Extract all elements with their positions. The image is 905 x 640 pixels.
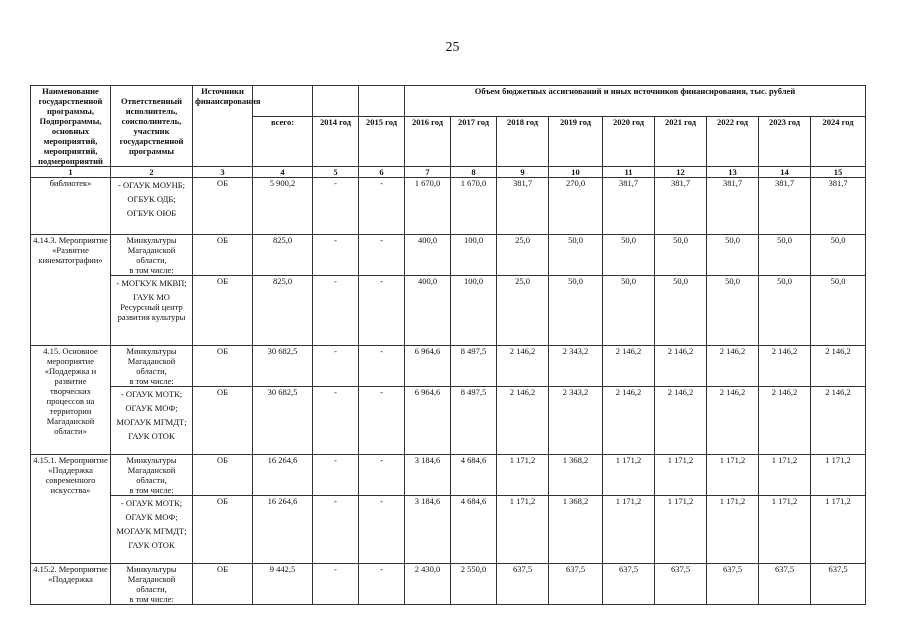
responsible-line: ГАУК ОТОК	[128, 431, 175, 441]
value-cell: 1 171,2	[759, 496, 811, 564]
value-cell: 1 171,2	[497, 496, 549, 564]
column-number: 13	[707, 167, 759, 178]
value-cell: 50,0	[603, 276, 655, 346]
value-cell: 100,0	[451, 235, 497, 276]
value-cell: 2 550,0	[451, 564, 497, 605]
responsible-line: - ОГАУК МОУНБ;	[118, 180, 185, 190]
value-cell: -	[359, 276, 405, 346]
activity-name: 4.15.1. Мероприятие «Поддержка современного искусства»	[31, 455, 111, 564]
value-cell: -	[313, 276, 359, 346]
responsible-line: ОГАУК МОФ;	[125, 403, 178, 413]
value-cell: 2 146,2	[759, 387, 811, 455]
value-cell: 381,7	[603, 178, 655, 235]
value-cell: 637,5	[811, 564, 866, 605]
value-cell: -	[359, 455, 405, 496]
responsible-line: в том числе:	[129, 485, 174, 495]
header-year: 2014 год	[313, 116, 359, 166]
table-row	[31, 346, 866, 387]
value-cell: 2 146,2	[707, 346, 759, 387]
value-cell: 2 146,2	[811, 346, 866, 387]
value-cell: 3 184,6	[405, 455, 451, 496]
column-number: 10	[549, 167, 603, 178]
value-cell: 2 430,0	[405, 564, 451, 605]
activity-name: 4.15. Основное мероприятие «Поддержка и развитие творческих процессов на территории Магаданской области»	[31, 346, 111, 455]
table-row	[31, 276, 866, 346]
responsible-line: МОГАУК МГМДТ;	[116, 417, 187, 427]
value-cell: 2 146,2	[811, 387, 866, 455]
value-cell: 6 964,6	[405, 346, 451, 387]
value-cell: 1 171,2	[811, 455, 866, 496]
value-cell: 2 146,2	[759, 346, 811, 387]
responsible-line: - ОГАУК МОТК;	[120, 498, 183, 508]
header-year: 2023 год	[759, 116, 811, 166]
table-row	[31, 496, 866, 564]
value-cell: 2 146,2	[655, 387, 707, 455]
value-cell: 25,0	[497, 235, 549, 276]
value-cell: 30 682,5	[253, 346, 313, 387]
responsible-line: в том числе:	[129, 265, 174, 275]
value-cell: 381,7	[811, 178, 866, 235]
value-cell: 8 497,5	[451, 346, 497, 387]
source-cell: ОБ	[193, 564, 253, 605]
value-cell: 50,0	[707, 235, 759, 276]
value-cell: 2 146,2	[497, 346, 549, 387]
value-cell: -	[313, 496, 359, 564]
value-cell: 2 343,2	[549, 387, 603, 455]
column-number: 6	[359, 167, 405, 178]
header-year: 2018 год	[497, 116, 549, 166]
value-cell: 2 146,2	[603, 387, 655, 455]
header-year: 2022 год	[707, 116, 759, 166]
value-cell: 50,0	[603, 235, 655, 276]
budget-table	[30, 85, 866, 605]
header-year: 2020 год	[603, 116, 655, 166]
value-cell: 100,0	[451, 276, 497, 346]
column-number: 9	[497, 167, 549, 178]
value-cell: 381,7	[707, 178, 759, 235]
responsible-cell	[111, 496, 193, 564]
responsible-line: Минкультуры Магаданской области,	[126, 346, 177, 376]
value-cell: 1 171,2	[759, 455, 811, 496]
responsible-cell	[111, 178, 193, 235]
page-number: 25	[445, 40, 460, 55]
source-cell: ОБ	[193, 496, 253, 564]
value-cell: 1 171,2	[603, 455, 655, 496]
value-cell: 637,5	[549, 564, 603, 605]
responsible-line: в том числе:	[129, 594, 174, 604]
column-number: 12	[655, 167, 707, 178]
value-cell: -	[313, 346, 359, 387]
value-cell: 30 682,5	[253, 387, 313, 455]
value-cell: 50,0	[811, 235, 866, 276]
column-number: 2	[111, 167, 193, 178]
table-row	[31, 564, 866, 605]
value-cell: 8 497,5	[451, 387, 497, 455]
source-cell: ОБ	[193, 346, 253, 387]
value-cell: 1 171,2	[811, 496, 866, 564]
value-cell: 1 171,2	[603, 496, 655, 564]
value-cell: 9 442,5	[253, 564, 313, 605]
column-number: 7	[405, 167, 451, 178]
column-number: 14	[759, 167, 811, 178]
responsible-line: - МОГКУК МКВП;	[116, 278, 187, 288]
responsible-line: ГАУК МО Ресурсный центр развития культуры	[117, 292, 186, 322]
value-cell: -	[313, 455, 359, 496]
responsible-line: - ОГАУК МОТК;	[120, 389, 183, 399]
value-cell: 1 171,2	[497, 455, 549, 496]
header-year: всего:	[253, 116, 313, 166]
responsible-cell	[111, 235, 193, 276]
value-cell: 1 171,2	[655, 496, 707, 564]
value-cell: 825,0	[253, 276, 313, 346]
value-cell: 637,5	[497, 564, 549, 605]
header-year: 2015 год	[359, 116, 405, 166]
value-cell: 637,5	[603, 564, 655, 605]
column-numbers-row	[31, 167, 866, 178]
value-cell: 16 264,6	[253, 455, 313, 496]
value-cell: 2 146,2	[603, 346, 655, 387]
value-cell: 5 900,2	[253, 178, 313, 235]
header-empty-4	[253, 86, 313, 117]
source-cell: ОБ	[193, 455, 253, 496]
source-cell: ОБ	[193, 276, 253, 346]
header-empty-5	[313, 86, 359, 117]
responsible-line: Минкультуры Магаданской области,	[126, 235, 177, 265]
header-year: 2019 год	[549, 116, 603, 166]
value-cell: -	[359, 346, 405, 387]
value-cell: 50,0	[655, 276, 707, 346]
value-cell: -	[359, 496, 405, 564]
value-cell: -	[313, 178, 359, 235]
responsible-line: в том числе:	[129, 376, 174, 386]
value-cell: 50,0	[549, 235, 603, 276]
value-cell: -	[359, 387, 405, 455]
source-cell: ОБ	[193, 387, 253, 455]
column-number: 3	[193, 167, 253, 178]
column-number: 15	[811, 167, 866, 178]
header-year: 2024 год	[811, 116, 866, 166]
value-cell: 1 368,2	[549, 496, 603, 564]
responsible-line: ОГБУК ОДБ;	[127, 194, 176, 204]
header-responsible: Ответственный исполнитель, соисполнитель, участник государственной программы	[111, 86, 193, 167]
value-cell: 4 684,6	[451, 455, 497, 496]
column-number: 5	[313, 167, 359, 178]
value-cell: 2 146,2	[707, 387, 759, 455]
value-cell: 16 264,6	[253, 496, 313, 564]
table-row	[31, 178, 866, 235]
activity-name: 4.14.3. Мероприятие «Развитие кинематографии»	[31, 235, 111, 346]
value-cell: 50,0	[759, 235, 811, 276]
value-cell: 1 670,0	[405, 178, 451, 235]
value-cell: 381,7	[655, 178, 707, 235]
activity-name: 4.15.2. Мероприятие «Поддержка	[31, 564, 111, 605]
value-cell: 50,0	[655, 235, 707, 276]
value-cell: 50,0	[811, 276, 866, 346]
value-cell: 1 171,2	[707, 455, 759, 496]
value-cell: 6 964,6	[405, 387, 451, 455]
value-cell: -	[313, 235, 359, 276]
value-cell: 1 171,2	[707, 496, 759, 564]
header-name: Наименование государственной программы, Подпрограммы, основных мероприятий, мероприятий, подмероприятий	[31, 86, 111, 167]
source-cell: ОБ	[193, 178, 253, 235]
responsible-cell	[111, 346, 193, 387]
header-source: Источники финансирования	[193, 86, 253, 167]
responsible-line: Минкультуры Магаданской области,	[126, 455, 177, 485]
header-year: 2021 год	[655, 116, 707, 166]
value-cell: 381,7	[497, 178, 549, 235]
column-number: 1	[31, 167, 111, 178]
value-cell: 1 368,2	[549, 455, 603, 496]
value-cell: 4 684,6	[451, 496, 497, 564]
value-cell: 381,7	[759, 178, 811, 235]
value-cell: -	[359, 235, 405, 276]
value-cell: 1 171,2	[655, 455, 707, 496]
value-cell: 825,0	[253, 235, 313, 276]
value-cell: 25,0	[497, 276, 549, 346]
value-cell: 1 670,0	[451, 178, 497, 235]
responsible-line: ОГАУК МОФ;	[125, 512, 178, 522]
source-cell: ОБ	[193, 235, 253, 276]
table-row	[31, 235, 866, 276]
activity-name: библиотек»	[31, 178, 111, 235]
value-cell: 2 146,2	[655, 346, 707, 387]
value-cell: -	[313, 387, 359, 455]
responsible-cell	[111, 455, 193, 496]
value-cell: 2 343,2	[549, 346, 603, 387]
header-empty-6	[359, 86, 405, 117]
responsible-cell	[111, 276, 193, 346]
column-number: 4	[253, 167, 313, 178]
value-cell: 637,5	[655, 564, 707, 605]
value-cell: 637,5	[759, 564, 811, 605]
column-number: 8	[451, 167, 497, 178]
value-cell: 270,0	[549, 178, 603, 235]
header-year: 2016 год	[405, 116, 451, 166]
responsible-line: МОГАУК МГМДТ;	[116, 526, 187, 536]
value-cell: -	[359, 178, 405, 235]
value-cell: 50,0	[707, 276, 759, 346]
value-cell: -	[359, 564, 405, 605]
value-cell: 50,0	[549, 276, 603, 346]
column-number: 11	[603, 167, 655, 178]
table-row	[31, 455, 866, 496]
value-cell: -	[313, 564, 359, 605]
responsible-cell	[111, 387, 193, 455]
table-row	[31, 387, 866, 455]
responsible-line: Минкультуры Магаданской области,	[126, 564, 177, 594]
responsible-line: ОГБУК ОЮБ	[126, 208, 177, 218]
value-cell: 50,0	[759, 276, 811, 346]
value-cell: 2 146,2	[497, 387, 549, 455]
responsible-line: ГАУК ОТОК	[128, 540, 175, 550]
header-year: 2017 год	[451, 116, 497, 166]
value-cell: 400,0	[405, 235, 451, 276]
value-cell: 400,0	[405, 276, 451, 346]
value-cell: 3 184,6	[405, 496, 451, 564]
responsible-cell	[111, 564, 193, 605]
header-volume: Объем бюджетных ассигнований и иных источников финансирования, тыс. рублей	[405, 86, 866, 117]
value-cell: 637,5	[707, 564, 759, 605]
